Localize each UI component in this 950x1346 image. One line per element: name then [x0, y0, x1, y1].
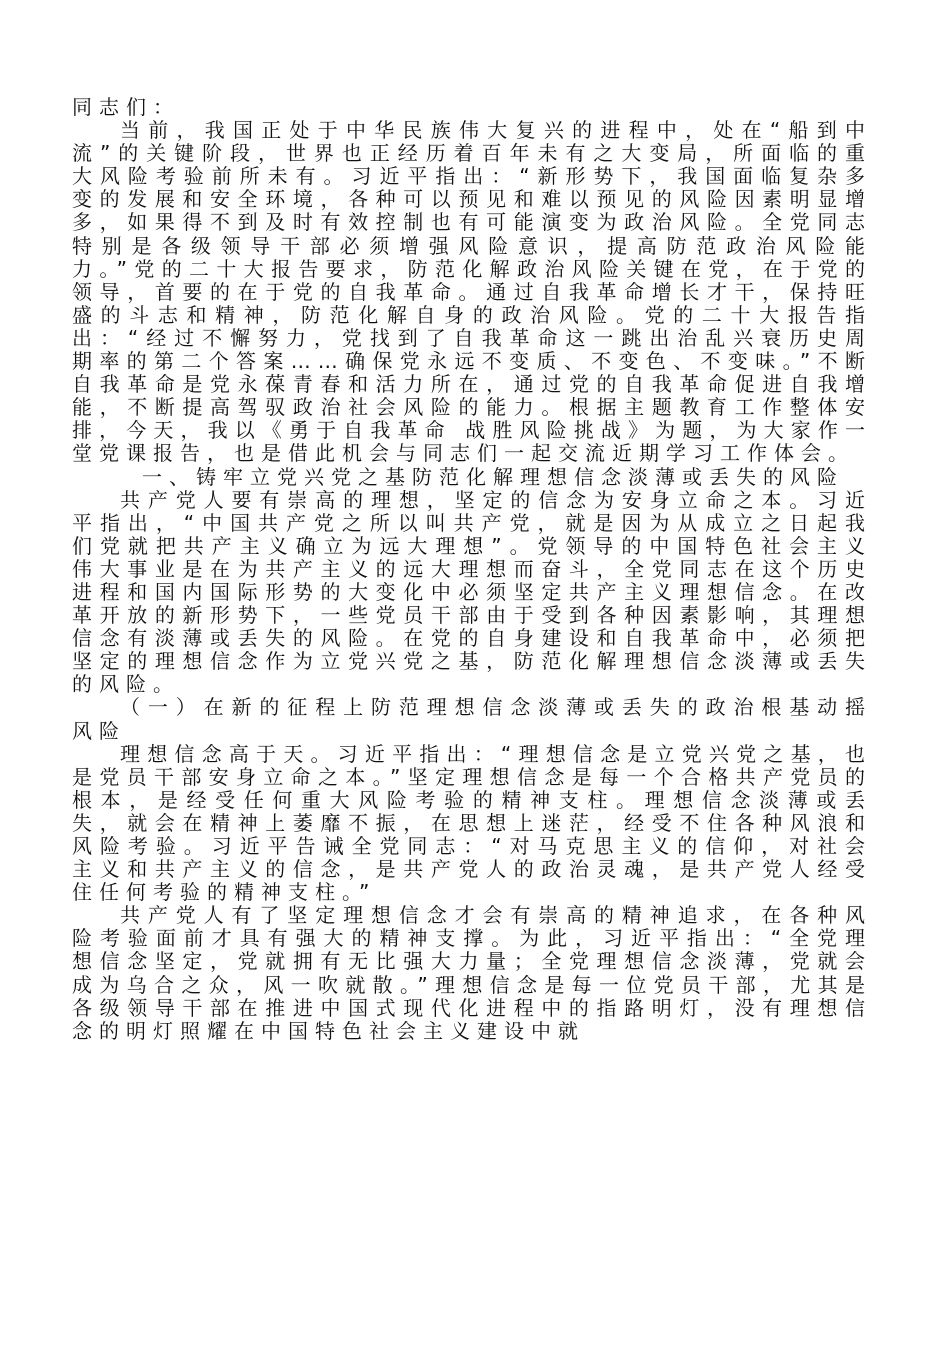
paragraph-section-1: 共产党人要有崇高的理想，坚定的信念为安身立命之本。习近平指出，“中国共产党之所以叫共产党，就是因为从成立之日起我们党就把共产主义确立为远大理想”。党领导的中国特色社会主义伟大事业是在为共产主义的远大理想而奋斗，全党同志在这个历史进程和国内国际形势的大变化中必须坚定共产主义理想信念。在改革开放的新形势下，一些党员干部由于受到各种因素影响，其理想信念有淡薄或丢失的风险。在党的自身建设和自我革命中，必须把坚定的理想信念作为立党兴党之基，防范化解理想信念淡薄或丢失的风险。	[72, 487, 872, 697]
subsection-heading-1: （一）在新的征程上防范理想信念淡薄或丢失的政治根基动摇风险	[72, 695, 872, 743]
paragraph-subsection-1a: 理想信念高于天。习近平指出：“理想信念是立党兴党之基，也是党员干部安身立命之本。”坚定理想信念是每一个合格共产党员的根本，是经受任何重大风险考验的精神支柱。理想信念淡薄或丢失，就会在精神上萎靡不振，在思想上迷茫，经受不住各种风浪和风险考验。习近平告诫全党同志：“对马克思主义的信仰，对社会主义和共产主义的信念，是共产党人的政治灵魂，是共产党人经受住任何考验的精神支柱。”	[72, 741, 872, 905]
section-heading-1: 一、铸牢立党兴党之基防范化解理想信念淡薄或丢失的风险	[142, 464, 844, 489]
salutation: 同志们：	[72, 95, 180, 119]
paragraph-subsection-1b: 共产党人有了坚定理想信念才会有崇高的精神追求，在各种风险考验面前才具有强大的精神支撑。为此，习近平指出：“全党理想信念坚定，党就拥有无比强大力量；全党理想信念淡薄，党就会成为乌合之众，风一吹就散。”理想信念是每一位党员干部，尤其是各级领导干部在推进中国式现代化进程中的指路明灯，没有理想信念的明灯照耀在中国特色社会主义建设中就	[72, 903, 872, 1043]
document-body	[72, 96, 872, 1043]
paragraph-intro: 当前，我国正处于中华民族伟大复兴的进程中，处在“船到中流”的关键阶段，世界也正经历着百年未有之大变局，所面临的重大风险考验前所未有。习近平指出：“新形势下，我国面临复杂多变的发展和安全环境，各种可以预见和难以预见的风险因素明显增多，如果得不到及时有效控制也有可能演变为政治风险。全党同志特别是各级领导干部必须增强风险意识，提高防范政治风险能力。”党的二十大报告要求，防范化解政治风险关键在党，在于党的领导，首要的在于党的自我革命。通过自我革命增长才干，保持旺盛的斗志和精神，防范化解自身的政治风险。党的二十大报告指出：“经过不懈努力，党找到了自我革命这一跳出治乱兴衰历史周期率的第二个答案……确保党永远不变质、不变色、不变味。”不断自我革命是党永葆青春和活力所在，通过党的自我革命促进自我增能，不断提高驾驭政治社会风险的能力。根据主题教育工作整体安排，今天，我以《勇于自我革命 战胜风险挑战》为题，为大家作一堂党课报告，也是借此机会与同志们一起交流近期学习工作体会。	[72, 118, 872, 466]
